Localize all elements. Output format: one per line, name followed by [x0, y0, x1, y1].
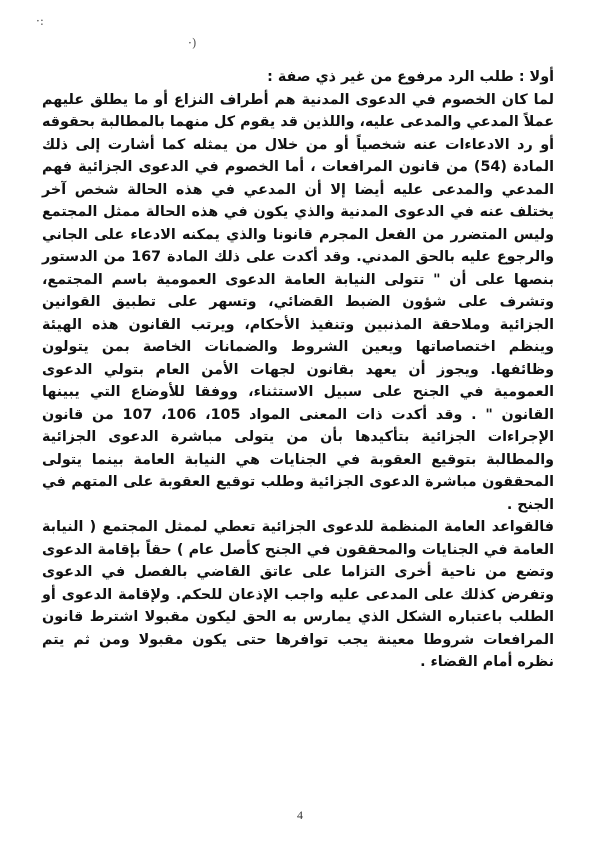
paragraph: لما كان الخصوم في الدعوى المدنية هم أطراف النزاع أو ما يطلق عليهم عملاً المدعي والمدعى عليه، واللذين قد يقوم كل منهما بالمطالبة بحقوقه أو رد الادعاءات عنه شخصياً أو من خلال من يمثله كما أشارت إلى ذلك المادة (54) من قانون المرافعات ، أما الخصوم في الدعوى الجزائية فهم المدعي والمدعى عليه أيضا إلا أن المدعي في هذه الحالة شخص آخر يختلف عنه في الدعوى المدنية والذي يكون في هذه الحالة ممثل المجتمع وليس المتضرر من الفعل المجرم قانونا والذي يمكنه الادعاء على الجاني والرجوع عليه بالحق المدني. وقد أكدت على ذلك المادة 167 من الدستور بنصها على أن " تتولى النيابة العامة الدعوى العمومية باسم المجتمع، وتشرف على شؤون الضبط القضائي، وتسهر على تطبيق القوانين الجزائية وملاحقة المذنبين وتنفيذ الأحكام، ويرتب القانون هذه الهيئة وينظم اختصاصاتها ويعين الشروط والضمانات الخاصة بمن يتولون وظائفها. ويجوز أن يعهد بقانون لجهات الأمن العام بتولي الدعوى العمومية في الجنح على سبيل الاستثناء، ووفقا للأوضاع التي يبينها القانون " . وقد أكدت ذات المعنى المواد 105، 106، 107 من قانون الإجراءات الجزائية بتأكيدها بأن من يتولى مباشرة الدعوى الجزائية والمطالبة بتوقيع العقوبة في الجنايات هي النيابة العامة بينما يتولى المحققون مباشرة الدعوى الجزائية وطلب توقيع العقوبة على المتهم في الجنح . — [42, 91, 554, 513]
document-body — [42, 66, 554, 674]
section-heading: أولا : طلب الرد مرفوع من غير ذي صفة : — [267, 69, 554, 85]
scan-mark: ·) — [188, 36, 197, 50]
scan-mark: ·: — [36, 14, 44, 28]
page-number: 4 — [297, 808, 303, 822]
paragraph: فالقواعد العامة المنظمة للدعوى الجزائية تعطي لممثل المجتمع ( النيابة العامة في الجنايات والمحققون في الجنح كأصل عام ) حقاً بإقامة الدعوى وتضع من ناحية أخرى التزاما على عاتق القاضي بالفصل في الدعوى وتفرض كذلك على المدعى عليه واجب الإذعان للحكم. ولإقامة الدعوى أو الطلب باعتباره الشكل الذي يمارس به الحق ليكون مقبولا اشترط قانون المرافعات شروطا معينة يجب توافرها حتى يكون مقبولا ومن ثم يتم نظره أمام القضاء . — [42, 519, 554, 670]
